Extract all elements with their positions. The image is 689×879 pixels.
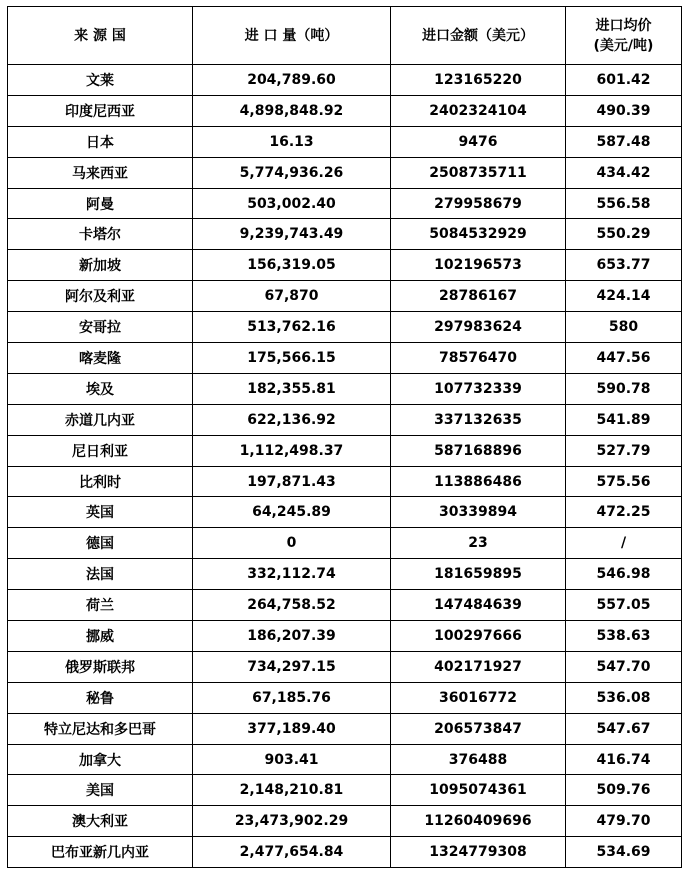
cell-country: 挪威 xyxy=(8,621,193,652)
cell-volume: 903.41 xyxy=(193,744,391,775)
cell-volume: 204,789.60 xyxy=(193,65,391,96)
cell-volume: 186,207.39 xyxy=(193,621,391,652)
cell-volume: 734,297.15 xyxy=(193,651,391,682)
table-row xyxy=(8,466,682,497)
cell-country: 阿曼 xyxy=(8,188,193,219)
table-row xyxy=(8,590,682,621)
cell-volume: 503,002.40 xyxy=(193,188,391,219)
cell-country: 巴布亚新几内亚 xyxy=(8,837,193,868)
cell-price: 546.98 xyxy=(566,559,682,590)
cell-amount: 28786167 xyxy=(391,281,566,312)
cell-price: 447.56 xyxy=(566,343,682,374)
table-row xyxy=(8,250,682,281)
cell-country: 澳大利亚 xyxy=(8,806,193,837)
cell-amount: 5084532929 xyxy=(391,219,566,250)
cell-volume: 16.13 xyxy=(193,126,391,157)
cell-country: 英国 xyxy=(8,497,193,528)
import-table xyxy=(7,6,682,868)
cell-volume: 64,245.89 xyxy=(193,497,391,528)
cell-price: 424.14 xyxy=(566,281,682,312)
cell-price: 472.25 xyxy=(566,497,682,528)
cell-amount: 36016772 xyxy=(391,682,566,713)
table-row xyxy=(8,65,682,96)
cell-volume: 2,477,654.84 xyxy=(193,837,391,868)
cell-country: 卡塔尔 xyxy=(8,219,193,250)
cell-price: 653.77 xyxy=(566,250,682,281)
cell-amount: 1095074361 xyxy=(391,775,566,806)
cell-price: / xyxy=(566,528,682,559)
cell-price: 550.29 xyxy=(566,219,682,250)
cell-amount: 181659895 xyxy=(391,559,566,590)
cell-price: 556.58 xyxy=(566,188,682,219)
cell-amount: 1324779308 xyxy=(391,837,566,868)
cell-country: 阿尔及利亚 xyxy=(8,281,193,312)
cell-country: 俄罗斯联邦 xyxy=(8,651,193,682)
cell-price: 534.69 xyxy=(566,837,682,868)
cell-volume: 175,566.15 xyxy=(193,343,391,374)
table-row xyxy=(8,559,682,590)
cell-amount: 100297666 xyxy=(391,621,566,652)
cell-price: 541.89 xyxy=(566,404,682,435)
cell-country: 秘鲁 xyxy=(8,682,193,713)
table-row xyxy=(8,219,682,250)
table-row xyxy=(8,404,682,435)
cell-volume: 332,112.74 xyxy=(193,559,391,590)
cell-amount: 23 xyxy=(391,528,566,559)
cell-country: 文莱 xyxy=(8,65,193,96)
table-header xyxy=(8,7,682,65)
cell-price: 490.39 xyxy=(566,95,682,126)
cell-volume: 197,871.43 xyxy=(193,466,391,497)
cell-price: 547.67 xyxy=(566,713,682,744)
table-row xyxy=(8,343,682,374)
cell-volume: 1,112,498.37 xyxy=(193,435,391,466)
header-volume xyxy=(193,7,391,65)
cell-volume: 377,189.40 xyxy=(193,713,391,744)
cell-price: 509.76 xyxy=(566,775,682,806)
cell-volume: 67,870 xyxy=(193,281,391,312)
header-price xyxy=(566,7,682,65)
cell-amount: 30339894 xyxy=(391,497,566,528)
cell-price: 601.42 xyxy=(566,65,682,96)
cell-amount: 297983624 xyxy=(391,312,566,343)
cell-amount: 587168896 xyxy=(391,435,566,466)
cell-amount: 402171927 xyxy=(391,651,566,682)
cell-amount: 123165220 xyxy=(391,65,566,96)
cell-country: 特立尼达和多巴哥 xyxy=(8,713,193,744)
cell-amount: 2508735711 xyxy=(391,157,566,188)
table-row xyxy=(8,806,682,837)
cell-amount: 2402324104 xyxy=(391,95,566,126)
cell-amount: 9476 xyxy=(391,126,566,157)
cell-amount: 206573847 xyxy=(391,713,566,744)
cell-amount: 11260409696 xyxy=(391,806,566,837)
cell-volume: 156,319.05 xyxy=(193,250,391,281)
header-price-line1: 进口均价 xyxy=(595,17,652,34)
cell-price: 580 xyxy=(566,312,682,343)
cell-country: 尼日利亚 xyxy=(8,435,193,466)
table-row xyxy=(8,312,682,343)
header-row xyxy=(8,7,682,65)
cell-volume: 264,758.52 xyxy=(193,590,391,621)
cell-price: 416.74 xyxy=(566,744,682,775)
cell-volume: 23,473,902.29 xyxy=(193,806,391,837)
cell-price: 434.42 xyxy=(566,157,682,188)
cell-volume: 5,774,936.26 xyxy=(193,157,391,188)
cell-price: 587.48 xyxy=(566,126,682,157)
cell-country: 加拿大 xyxy=(8,744,193,775)
header-volume-label: 进 口 量（吨） xyxy=(244,27,339,44)
cell-price: 590.78 xyxy=(566,373,682,404)
header-country-label: 来 源 国 xyxy=(74,27,126,44)
cell-volume: 67,185.76 xyxy=(193,682,391,713)
header-country xyxy=(8,7,193,65)
cell-country: 埃及 xyxy=(8,373,193,404)
cell-country: 新加坡 xyxy=(8,250,193,281)
table-body xyxy=(8,65,682,868)
header-amount-label: 进口金额（美元） xyxy=(422,27,534,44)
table-row xyxy=(8,497,682,528)
cell-price: 575.56 xyxy=(566,466,682,497)
cell-country: 美国 xyxy=(8,775,193,806)
cell-volume: 622,136.92 xyxy=(193,404,391,435)
cell-volume: 513,762.16 xyxy=(193,312,391,343)
cell-volume: 4,898,848.92 xyxy=(193,95,391,126)
cell-volume: 9,239,743.49 xyxy=(193,219,391,250)
header-amount xyxy=(391,7,566,65)
cell-amount: 113886486 xyxy=(391,466,566,497)
table-row xyxy=(8,713,682,744)
table-row xyxy=(8,157,682,188)
header-price-line2: (美元/吨) xyxy=(593,37,654,54)
cell-country: 比利时 xyxy=(8,466,193,497)
cell-volume: 0 xyxy=(193,528,391,559)
cell-country: 法国 xyxy=(8,559,193,590)
cell-country: 德国 xyxy=(8,528,193,559)
cell-country: 日本 xyxy=(8,126,193,157)
table-row xyxy=(8,373,682,404)
table-row xyxy=(8,281,682,312)
table-row xyxy=(8,188,682,219)
table-row xyxy=(8,95,682,126)
cell-price: 557.05 xyxy=(566,590,682,621)
cell-country: 喀麦隆 xyxy=(8,343,193,374)
cell-country: 安哥拉 xyxy=(8,312,193,343)
cell-price: 547.70 xyxy=(566,651,682,682)
cell-amount: 78576470 xyxy=(391,343,566,374)
table-row xyxy=(8,651,682,682)
cell-volume: 182,355.81 xyxy=(193,373,391,404)
table-row xyxy=(8,435,682,466)
table-row xyxy=(8,744,682,775)
table-row xyxy=(8,621,682,652)
cell-country: 马来西亚 xyxy=(8,157,193,188)
cell-price: 527.79 xyxy=(566,435,682,466)
cell-country: 赤道几内亚 xyxy=(8,404,193,435)
cell-amount: 279958679 xyxy=(391,188,566,219)
import-table-container xyxy=(7,6,682,868)
cell-amount: 102196573 xyxy=(391,250,566,281)
cell-country: 荷兰 xyxy=(8,590,193,621)
cell-amount: 107732339 xyxy=(391,373,566,404)
cell-volume: 2,148,210.81 xyxy=(193,775,391,806)
cell-amount: 376488 xyxy=(391,744,566,775)
table-row xyxy=(8,775,682,806)
cell-price: 538.63 xyxy=(566,621,682,652)
cell-country: 印度尼西亚 xyxy=(8,95,193,126)
cell-amount: 147484639 xyxy=(391,590,566,621)
table-row xyxy=(8,837,682,868)
table-row xyxy=(8,126,682,157)
cell-price: 536.08 xyxy=(566,682,682,713)
table-row xyxy=(8,528,682,559)
cell-price: 479.70 xyxy=(566,806,682,837)
cell-amount: 337132635 xyxy=(391,404,566,435)
table-row xyxy=(8,682,682,713)
